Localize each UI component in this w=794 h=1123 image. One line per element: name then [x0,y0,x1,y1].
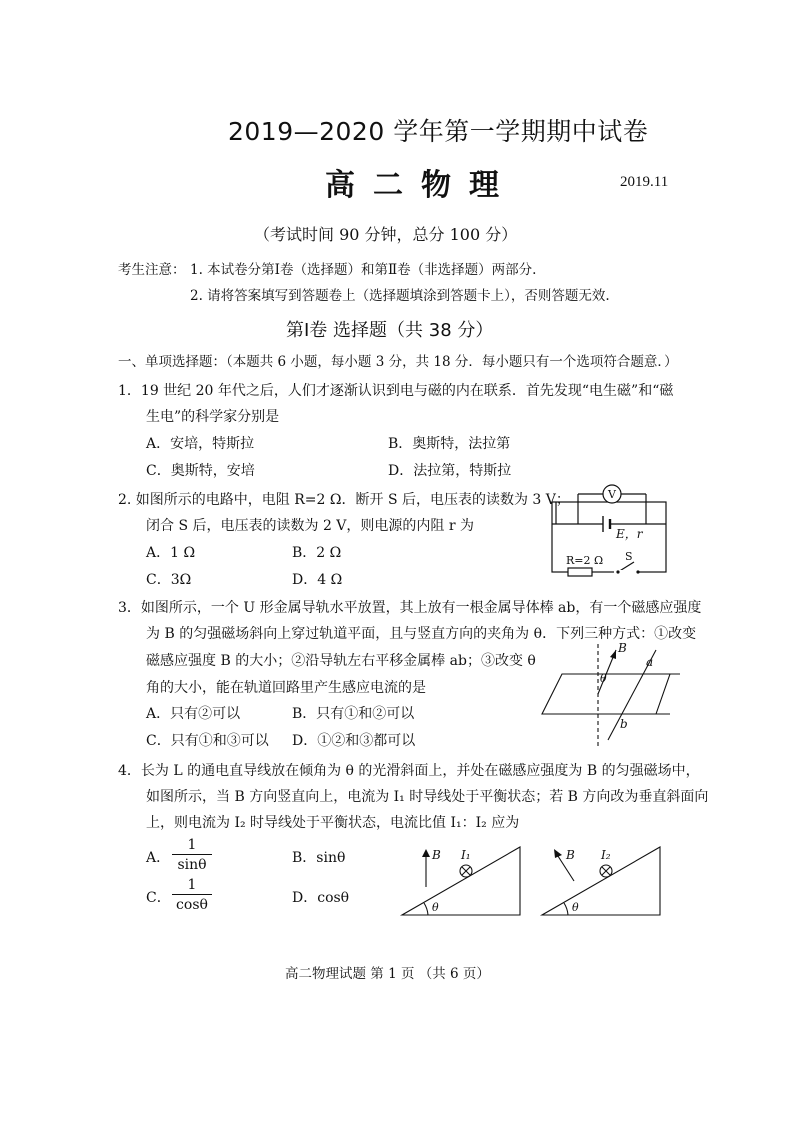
resistor-label: R=2 Ω [566,554,604,567]
q3-option-b: B．只有①和②可以 [292,706,415,722]
q1-option-a: A．安培，特斯拉 [146,436,255,452]
q4-incline-diagram-2 [540,845,665,915]
q4-stem-line1: 4．长为 L 的通电直导线放在倾角为 θ 的光滑斜面上，并处在磁感应强度为 B 的匀强磁场中， [118,763,700,779]
q4-option-d: D．cosθ [292,890,350,906]
page-footer: 高二物理试题 第 1 页 （共 6 页） [285,966,490,982]
q2-circuit-diagram [548,484,672,576]
q4-option-c-numerator: 1 [187,877,197,893]
voltmeter-label: V [608,488,616,501]
q3-option-d: D．①②和③都可以 [292,733,416,749]
subject-title: 高二物理 [325,168,517,203]
q4-stem-line3: 上，则电流为 I₂ 时导线处于平衡状态，电流比值 I₁：I₂ 应为 [146,815,520,831]
q1-option-b: B．奥斯特，法拉第 [388,436,511,452]
q3-stem-line4: 角的大小，能在轨道回路里产生感应电流的是 [146,680,426,696]
q1-stem-line1: 1．19 世纪 20 年代之后，人们才逐渐认识到电与磁的内在联系．首先发现“电生磁”和“磁 [118,383,674,399]
q4-option-c-label: C． [146,890,171,906]
current-label-2: I₂ [601,848,611,862]
switch-label: S [625,550,633,563]
q3-option-a: A．只有②可以 [146,706,241,722]
q1-option-c: C．奥斯特，安培 [146,463,255,479]
field-label-2: B [566,848,575,862]
exam-info: （考试时间 90 分钟，总分 100 分） [254,225,518,244]
q4-stem-line2: 如图所示，当 B 方向竖直向上，电流为 I₁ 时导线处于平衡状态；若 B 方向改为垂直斜面向 [146,789,709,805]
part-title: 一、单项选择题：（本题共 6 小题，每小题 3 分，共 18 分．每小题只有一个选项符合题意．） [118,354,678,370]
current-label-1: I₁ [461,848,471,862]
field-label: B [618,641,627,655]
q4-option-a-label: A． [146,850,171,866]
exam-main-title: 2019—2020 学年第一学期期中试卷 [228,117,649,146]
resistor-icon [568,568,592,576]
notice-item-2: 2. 请将答案填写到答题卷上（选择题填涂到答题卡上），否则答题无效. [190,288,610,304]
q3-stem-line2: 为 B 的匀强磁场斜向上穿过轨道平面，且与竖直方向的夹角为 θ．下列三种方式：①改变 [146,626,697,642]
q3-rail-diagram [540,640,680,748]
q2-option-a: A．1 Ω [146,545,196,561]
angle-label-2: θ [572,901,579,914]
exam-date: 2019.11 [620,174,669,190]
q3-option-c: C．只有①和③可以 [146,733,269,749]
q2-stem-line2: 闭合 S 后，电压表的读数为 2 V，则电源的内阻 r 为 [146,518,475,534]
q4-option-a-numerator: 1 [187,837,197,853]
q2-option-d: D．4 Ω [292,572,343,588]
q2-option-b: B．2 Ω [292,545,342,561]
angle-label-1: θ [432,901,439,914]
notice-label: 考生注意： [118,262,186,278]
q4-incline-diagram-1 [400,845,525,915]
source-label: E，r [616,527,643,541]
q2-stem-line1: 2. 如图所示的电路中，电阻 R=2 Ω．断开 S 后，电压表的读数为 3 V； [118,492,570,508]
section-title: 第Ⅰ卷 选择题（共 38 分） [286,320,494,341]
field-label-1: B [432,848,441,862]
q4-option-b: B．sinθ [292,850,346,866]
rod-end-a: a [646,655,654,669]
q4-option-a-fraction [172,838,212,872]
q4-option-c-denominator: cosθ [172,894,212,912]
q3-stem-line1: 3．如图所示，一个 U 形金属导轨水平放置，其上放有一根金属导体棒 ab，有一个磁感应强度 [118,600,702,616]
q3-stem-line3: 磁感应强度 B 的大小；②沿导轨左右平移金属棒 ab；③改变 θ [146,653,536,669]
rod-end-b: b [620,717,628,731]
q4-option-a-denominator: sinθ [172,854,212,872]
q2-option-c: C．3Ω [146,572,192,588]
notice-item-1: 1. 本试卷分第Ⅰ卷（选择题）和第Ⅱ卷（非选择题）两部分. [190,262,537,278]
q4-option-c-fraction [172,878,212,912]
q1-stem-line2: 生电”的科学家分别是 [146,409,280,425]
angle-label: θ [600,672,607,685]
q1-option-d: D．法拉第，特斯拉 [388,463,512,479]
